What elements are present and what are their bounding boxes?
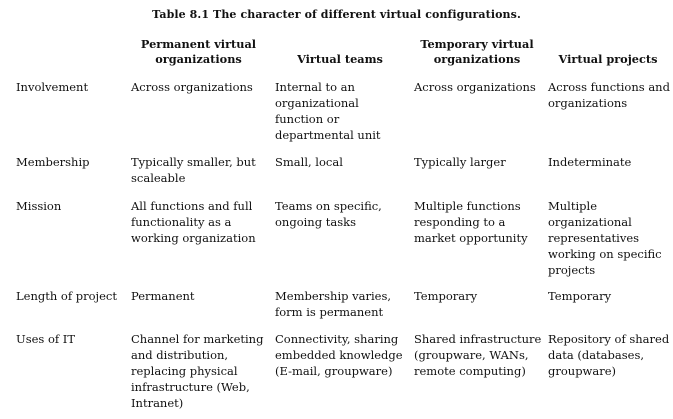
column-header-temporary-virtual-organizations: Temporary virtual organizations xyxy=(420,37,534,66)
table-cell: Teams on specific, ongoing tasks xyxy=(275,199,382,229)
table-cell: Channel for marketing and distribution, replacing physical infrastructure (Web, Intranet) xyxy=(131,332,264,410)
table-cell: Across organizations xyxy=(414,80,536,94)
table-cell: Multiple functions responding to a market opportunity xyxy=(414,199,528,245)
table-cell: Across organizations xyxy=(131,80,253,94)
row-label-length-of-project: Length of project xyxy=(16,289,117,303)
table-cell: Internal to an organizational function or departmental unit xyxy=(275,80,381,142)
row-label-uses-of-it: Uses of IT xyxy=(16,332,76,346)
table-cell: Typically smaller, but scaleable xyxy=(131,155,256,185)
table-cell: Indeterminate xyxy=(548,155,632,169)
table-cell: Connectivity, sharing embedded knowledge (E-mail, groupware) xyxy=(275,332,403,378)
table-title: Table 8.1 The character of different virtual configurations. xyxy=(152,8,521,21)
column-header-permanent-virtual-organizations: Permanent virtual organizations xyxy=(140,37,257,66)
table-cell: Permanent xyxy=(131,289,195,303)
table-cell: Small, local xyxy=(275,155,343,169)
row-label-involvement: Involvement xyxy=(16,80,89,94)
table-cell: Shared infrastructure (groupware, WANs, remote computing) xyxy=(414,332,542,378)
table-cell: Repository of shared data (databases, groupware) xyxy=(548,332,670,378)
table-cell: Membership varies, form is permanent xyxy=(275,289,392,319)
table-cell: Across functions and organizations xyxy=(548,80,670,110)
table-cell: All functions and full functionality as a working organization xyxy=(131,199,256,245)
table-cell: Temporary xyxy=(414,289,478,303)
row-label-mission: Mission xyxy=(16,199,62,213)
table-cell: Temporary xyxy=(548,289,612,303)
table-cell: Typically larger xyxy=(414,155,506,169)
row-label-membership: Membership xyxy=(16,155,90,169)
column-header-virtual-teams: Virtual teams xyxy=(297,52,383,66)
table-cell: Multiple organizational representatives working on specific projects xyxy=(548,199,662,277)
column-header-virtual-projects: Virtual projects xyxy=(558,52,658,66)
